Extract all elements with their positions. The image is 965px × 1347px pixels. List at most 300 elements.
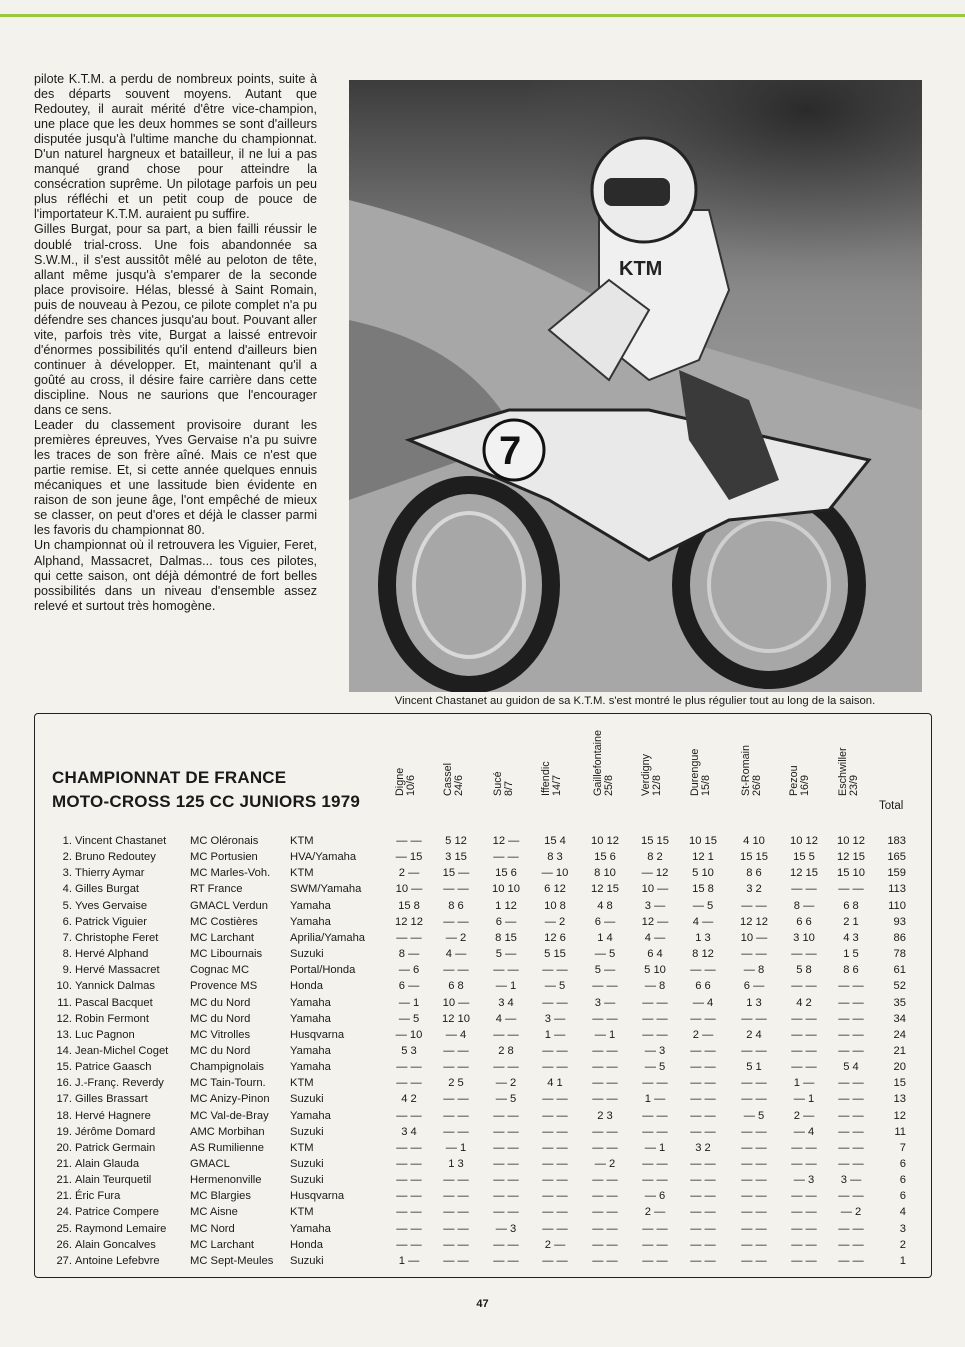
race-result: 3 — — [840, 1174, 862, 1187]
race-result: 4 — — [495, 1012, 517, 1025]
race-result: — — — [690, 1125, 716, 1138]
table-row — [0, 964, 965, 980]
race-header-label — [395, 768, 417, 796]
race-result: — — — [690, 1254, 716, 1267]
rank: 18. — [56, 1109, 72, 1122]
motorcycle-make: Honda — [290, 1238, 323, 1251]
race-result: — — — [690, 1190, 716, 1203]
rank: 16. — [56, 1077, 72, 1090]
race-result: 2 8 — [498, 1044, 514, 1057]
race-result: — — — [443, 1109, 469, 1122]
race-result: 3 — — [644, 899, 666, 912]
race-result: 10 15 — [689, 835, 717, 847]
race-result: — — — [443, 1222, 469, 1235]
race-name: St-Romain — [740, 744, 752, 796]
race-name: Eschwiller — [837, 747, 849, 796]
table-row — [0, 1239, 965, 1255]
race-result: — — — [741, 1044, 767, 1057]
race-result: 10 12 — [790, 835, 818, 847]
race-result: — — — [690, 1077, 716, 1090]
rider-name: Thierry Aymar — [75, 867, 145, 880]
club-name: MC Blargies — [190, 1190, 251, 1203]
club-name: AS Rumilienne — [190, 1141, 264, 1154]
club-name: MC Costières — [190, 915, 258, 928]
race-result: — 2 — [594, 1158, 616, 1170]
total-points: 159 — [887, 867, 906, 880]
photo-illustration — [349, 80, 922, 692]
race-result: 3 2 — [746, 883, 762, 896]
motorcycle-make: Yamaha — [290, 1012, 331, 1025]
race-result: — — — [791, 883, 817, 896]
race-result: 6 — — [594, 915, 616, 928]
club-name: MC Nord — [190, 1222, 235, 1235]
race-result: — — — [443, 1238, 469, 1251]
race-result: 15 5 — [793, 851, 815, 864]
motorcycle-make: KTM — [290, 835, 314, 847]
rider-name: Alain Goncalves — [75, 1238, 156, 1251]
table-row — [0, 1077, 965, 1093]
race-result: — — — [741, 1222, 767, 1235]
race-result: — — — [741, 1141, 767, 1154]
total-points: 7 — [899, 1141, 906, 1154]
race-result: — — — [838, 1093, 864, 1106]
rank: 6. — [62, 915, 72, 928]
total-points: 24 — [893, 1028, 906, 1041]
race-result: — — — [838, 1190, 864, 1203]
rank: 21. — [56, 1158, 72, 1170]
rider-name: Hervé Hagnere — [75, 1109, 151, 1122]
race-result: — 4 — [445, 1028, 467, 1041]
race-result: — 6 — [398, 964, 420, 977]
race-result: 2 4 — [746, 1028, 762, 1041]
race-result: — 3 — [793, 1174, 815, 1187]
club-name: MC Sept-Meules — [190, 1254, 274, 1267]
race-header-label — [741, 745, 763, 796]
race-result: — — — [741, 1158, 767, 1170]
race-result: — — — [791, 1061, 817, 1074]
race-result: — — — [791, 1012, 817, 1025]
race-result: — — — [493, 1158, 519, 1170]
race-result: — — — [791, 1158, 817, 1170]
race-result: 1 — — [544, 1028, 566, 1041]
race-result: — — — [493, 1125, 519, 1138]
race-date: 10/6 — [405, 774, 417, 796]
race-name: Gaillefontaine — [592, 729, 604, 796]
race-name: Pezou — [788, 765, 800, 796]
race-result: — — — [642, 1125, 668, 1138]
race-result: 3 10 — [793, 931, 815, 944]
race-result: — — — [592, 1206, 618, 1219]
race-result: 4 — — [644, 931, 666, 944]
rider-name: Antoine Lefebvre — [75, 1254, 160, 1267]
club-name: MC Oléronais — [190, 835, 259, 847]
race-result: — — — [741, 1238, 767, 1251]
race-result: 5 1 — [746, 1061, 762, 1074]
race-result: — — — [642, 1174, 668, 1187]
race-result: 8 15 — [495, 931, 517, 944]
race-result: — 1 — [398, 996, 420, 1009]
race-result: 10 8 — [544, 899, 566, 912]
race-result: — — — [791, 1254, 817, 1267]
rider-name: Luc Pagnon — [75, 1028, 135, 1041]
race-result: — — — [443, 883, 469, 896]
race-date: 25/8 — [603, 774, 615, 796]
race-result: — — — [642, 1222, 668, 1235]
race-result: 6 8 — [843, 899, 859, 912]
total-points: 183 — [887, 835, 906, 847]
rank: 7. — [62, 931, 72, 944]
race-result: 12 6 — [544, 931, 566, 944]
motorcycle-make: HVA/Yamaha — [290, 851, 357, 864]
race-result: 6 6 — [796, 915, 812, 928]
race-result: 10 10 — [492, 883, 520, 896]
table-row — [0, 1061, 965, 1077]
race-result: — — — [642, 1028, 668, 1041]
race-result: — — — [592, 1174, 618, 1187]
race-result: — — — [443, 1125, 469, 1138]
race-result: 3 — — [544, 1012, 566, 1025]
race-result: 5 — — [594, 964, 616, 977]
total-points: 86 — [893, 931, 906, 944]
table-row — [0, 1126, 965, 1142]
motorcycle-make: Portal/Honda — [290, 964, 356, 977]
race-result: 3 4 — [498, 996, 514, 1009]
club-name: MC Marles-Voh. — [190, 867, 271, 880]
race-result: — — — [396, 1190, 422, 1203]
race-result: — — — [493, 851, 519, 864]
race-result: 1 12 — [495, 899, 517, 912]
race-result: — — — [741, 899, 767, 912]
total-points: 4 — [899, 1206, 906, 1219]
race-result: — — — [642, 1254, 668, 1267]
race-result: — — — [493, 1061, 519, 1074]
race-header-label — [789, 765, 811, 796]
race-result: — — — [443, 1254, 469, 1267]
race-header-label — [641, 754, 663, 796]
race-result: 12 10 — [442, 1012, 470, 1025]
motorcycle-make: Suzuki — [290, 1254, 324, 1267]
race-result: — — — [838, 1222, 864, 1235]
race-name: Durengue — [689, 748, 701, 796]
race-result: 8 3 — [547, 851, 563, 864]
rank: 3. — [62, 867, 72, 880]
race-result: — — — [493, 964, 519, 977]
race-result: 12 15 — [837, 851, 865, 864]
rider-name: Raymond Lemaire — [75, 1222, 167, 1235]
race-result: 4 3 — [843, 931, 859, 944]
club-name: GMACL — [190, 1158, 230, 1170]
race-date: 8/7 — [503, 780, 515, 796]
race-result: — — — [592, 1238, 618, 1251]
race-result: — — — [396, 1222, 422, 1235]
race-result: — — — [838, 1044, 864, 1057]
total-points: 165 — [887, 851, 906, 864]
club-name: MC du Nord — [190, 1012, 251, 1025]
race-result: — — — [542, 1044, 568, 1057]
club-name: MC Larchant — [190, 1238, 255, 1251]
race-result: — — — [642, 1158, 668, 1170]
race-result: 15 4 — [544, 835, 566, 847]
table-row — [0, 1206, 965, 1222]
race-result: 12 1 — [692, 851, 714, 864]
jersey-text: KTM — [619, 258, 663, 280]
race-name: Iffendic — [540, 761, 552, 796]
table-title: CHAMPIONNAT DE FRANCE — [52, 768, 287, 787]
race-result: 4 2 — [401, 1093, 417, 1106]
race-result: 4 — — [445, 948, 467, 961]
race-result: — — — [838, 1254, 864, 1267]
table-row — [0, 1158, 965, 1174]
rank: 21. — [56, 1190, 72, 1203]
table-row — [0, 1142, 965, 1158]
table-row — [0, 916, 965, 932]
race-result: 10 12 — [837, 835, 865, 847]
total-points: 52 — [893, 980, 906, 993]
race-result: 5 — — [495, 948, 517, 961]
race-result: 5 4 — [843, 1061, 859, 1074]
motorcycle-make: Suzuki — [290, 1174, 324, 1187]
motorcycle-make: Yamaha — [290, 996, 331, 1009]
rider-name: Hervé Alphand — [75, 948, 149, 961]
race-result: — 10 — [395, 1028, 423, 1041]
rider-name: Yves Gervaise — [75, 899, 148, 912]
race-result: 4 — — [692, 915, 714, 928]
table-row — [0, 900, 965, 916]
motorcycle-make: Yamaha — [290, 915, 331, 928]
race-result: 1 — — [793, 1077, 815, 1090]
race-header-label — [443, 763, 465, 796]
race-result: — — — [791, 1238, 817, 1251]
race-result: — 4 — [692, 996, 714, 1009]
race-result: 1 5 — [843, 948, 859, 961]
rank: 11. — [57, 996, 72, 1009]
race-result: 8 10 — [594, 867, 616, 880]
race-result: 12 12 — [395, 915, 423, 928]
club-name: Provence MS — [190, 980, 258, 993]
race-result: — — — [791, 980, 817, 993]
race-result: — — — [542, 1174, 568, 1187]
race-result: — — — [838, 996, 864, 1009]
article-paragraph: pilote K.T.M. a perdu de nombreux points, suite à des départs souvent moyens. Autant que Redoutey, il aurait mérité d'être vice-champion, une place que les deux hommes se sont d'ailleurs disputée jusqu'à l'ultime manche du championnat. D'un naturel hargneux et batailleur, il ne lui a pas manqué grand chose pour atteindre la consécration suprême. Un pilotage parfois un peu plus réfléchi et un petit coup de pouce de l'importateur K.T.M. auraient pu suffire. — [34, 72, 317, 222]
total-points: 110 — [888, 899, 906, 912]
race-result: 4 10 — [743, 835, 765, 847]
race-result: — — — [741, 1206, 767, 1219]
motorcycle-make: Yamaha — [290, 899, 331, 912]
page-number: 47 — [476, 1298, 489, 1310]
race-result: 4 2 — [796, 996, 812, 1009]
race-date: 16/9 — [799, 774, 811, 796]
race-result: 2 — — [692, 1028, 714, 1041]
motorcycle-make: Suzuki — [290, 1125, 324, 1138]
rank: 2. — [62, 851, 72, 864]
table-row — [0, 835, 965, 851]
race-result: 2 — — [644, 1206, 666, 1219]
table-row — [0, 1013, 965, 1029]
rank: 13. — [56, 1028, 72, 1041]
table-row — [0, 1255, 965, 1271]
rank: 25. — [56, 1222, 72, 1235]
race-result: 3 4 — [401, 1125, 417, 1138]
race-result: 6 — — [398, 980, 420, 993]
rank: 5. — [62, 899, 72, 912]
total-points: 6 — [899, 1190, 906, 1203]
race-result: — 2 — [445, 931, 467, 944]
race-result: — — — [642, 1012, 668, 1025]
race-result: — 5 — [398, 1012, 420, 1025]
table-row — [0, 1190, 965, 1206]
race-result: — 6 — [644, 1190, 666, 1203]
race-result: — — — [493, 1174, 519, 1187]
race-result: — — — [493, 1206, 519, 1219]
race-result: 10 — — [395, 883, 423, 896]
race-result: 5 15 — [544, 948, 566, 961]
race-result: — 1 — [445, 1141, 467, 1154]
race-result: — — — [443, 1206, 469, 1219]
race-result: 5 10 — [692, 867, 714, 880]
motorcycle-make: KTM — [290, 1206, 314, 1219]
race-result: — — — [690, 1174, 716, 1187]
race-result: — — — [542, 1254, 568, 1267]
race-result: — — — [642, 1077, 668, 1090]
rank: 19. — [56, 1125, 72, 1138]
total-points: 20 — [893, 1061, 906, 1074]
race-result: — — — [741, 1174, 767, 1187]
table-row — [0, 1110, 965, 1126]
table-row — [0, 883, 965, 899]
race-result: 6 4 — [647, 948, 663, 961]
race-result: — — — [838, 1077, 864, 1090]
race-result: — — — [592, 1012, 618, 1025]
race-result: — — — [493, 1190, 519, 1203]
motorcycle-make: KTM — [290, 1141, 314, 1154]
race-result: — 4 — [793, 1125, 815, 1138]
race-result: — — — [838, 1109, 864, 1122]
race-result: 15 10 — [837, 867, 865, 880]
race-result: — 5 — [544, 980, 566, 993]
total-points: 78 — [893, 948, 906, 961]
total-points: 1 — [899, 1254, 906, 1267]
race-result: — — — [542, 1141, 568, 1154]
rank: 12. — [56, 1012, 72, 1025]
rank: 15. — [56, 1061, 72, 1074]
race-result: — — — [741, 1012, 767, 1025]
race-result: — — — [592, 1222, 618, 1235]
race-result: 2 — — [793, 1109, 815, 1122]
race-result: — 5 — [644, 1061, 666, 1074]
race-date: 26/8 — [751, 774, 763, 796]
race-result: — — — [838, 1238, 864, 1251]
article-paragraph: Un championnat où il retrouvera les Viguier, Feret, Alphand, Massacret, Dalmas... tous ces pilotes, qui cette saison, ont déjà démontré de fort belles possibilités dans un niveau d'ensemble assez relevé et surtout très homogène. — [34, 538, 317, 613]
race-result: 1 3 — [746, 996, 762, 1009]
race-result: — — — [741, 1254, 767, 1267]
total-points: 61 — [893, 964, 906, 977]
race-header-label — [593, 730, 615, 796]
race-result: — 3 — [495, 1222, 517, 1235]
race-result: 3 — — [594, 996, 616, 1009]
race-result: 10 12 — [591, 835, 619, 847]
race-result: — — — [690, 1158, 716, 1170]
club-name: MC Tain-Tourn. — [190, 1077, 266, 1090]
race-result: — — — [443, 1061, 469, 1074]
race-result: — — — [690, 1093, 716, 1106]
race-result: — — — [542, 964, 568, 977]
race-result: 8 — — [793, 899, 815, 912]
table-row — [0, 1223, 965, 1239]
race-result: 4 1 — [547, 1077, 563, 1090]
rank: 10. — [56, 980, 72, 993]
race-result: — — — [396, 1238, 422, 1251]
race-result: 8 6 — [746, 867, 762, 880]
race-result: 5 3 — [401, 1044, 417, 1057]
motorcycle-make: Suzuki — [290, 948, 324, 961]
race-result: 3 15 — [445, 851, 467, 864]
race-result: — — — [690, 964, 716, 977]
race-result: — — — [741, 1093, 767, 1106]
race-date: 15/8 — [700, 774, 712, 796]
table-row — [0, 948, 965, 964]
race-result: — — — [443, 915, 469, 928]
rank: 8. — [62, 948, 72, 961]
race-result: — — — [396, 1206, 422, 1219]
motorcycle-make: KTM — [290, 867, 314, 880]
race-result: 1 3 — [695, 931, 711, 944]
club-name: MC du Nord — [190, 996, 251, 1009]
race-result: — — — [592, 1093, 618, 1106]
rider-name: Gilles Burgat — [75, 883, 140, 896]
rider-name: Alain Teurquetil — [75, 1174, 152, 1187]
race-result: 15 6 — [495, 867, 517, 880]
rank: 24. — [56, 1206, 72, 1219]
race-result: 1 — — [398, 1254, 420, 1267]
club-name: MC du Nord — [190, 1044, 251, 1057]
total-points: 3 — [899, 1222, 906, 1235]
rank: 9. — [62, 964, 72, 977]
race-result: 6 — — [743, 980, 765, 993]
race-result: 15 8 — [692, 883, 714, 896]
race-result: — — — [542, 1093, 568, 1106]
race-result: — 8 — [743, 964, 765, 977]
race-result: — — — [791, 1141, 817, 1154]
club-name: RT France — [190, 883, 243, 896]
race-result: — 5 — [594, 948, 616, 961]
race-result: — — — [493, 1254, 519, 1267]
race-result: — — — [791, 948, 817, 961]
race-result: — — — [542, 1158, 568, 1170]
club-name: GMACL Verdun — [190, 899, 268, 912]
race-result: — 1 — [594, 1028, 616, 1041]
race-result: — — — [542, 996, 568, 1009]
article-text — [34, 72, 317, 614]
race-result: — 10 — [541, 867, 569, 880]
race-result: — — — [791, 1206, 817, 1219]
motorcycle-make: Honda — [290, 980, 323, 993]
race-date: 12/8 — [651, 774, 663, 796]
race-result: 12 — — [492, 835, 520, 847]
rider-name: Bruno Redoutey — [75, 851, 156, 864]
total-header: Total — [879, 800, 904, 812]
race-result: 10 — — [740, 931, 768, 944]
race-result: — — — [838, 980, 864, 993]
rank: 21. — [56, 1174, 72, 1187]
club-name: Champignolais — [190, 1061, 265, 1074]
rank: 4. — [62, 883, 72, 896]
table-subtitle: MOTO-CROSS 125 CC JUNIORS 1979 — [52, 792, 360, 811]
race-date: 14/7 — [551, 774, 563, 796]
race-result: 8 12 — [692, 948, 714, 961]
race-result: — — — [542, 1125, 568, 1138]
race-result: — — — [690, 1222, 716, 1235]
race-result: — — — [838, 1158, 864, 1170]
